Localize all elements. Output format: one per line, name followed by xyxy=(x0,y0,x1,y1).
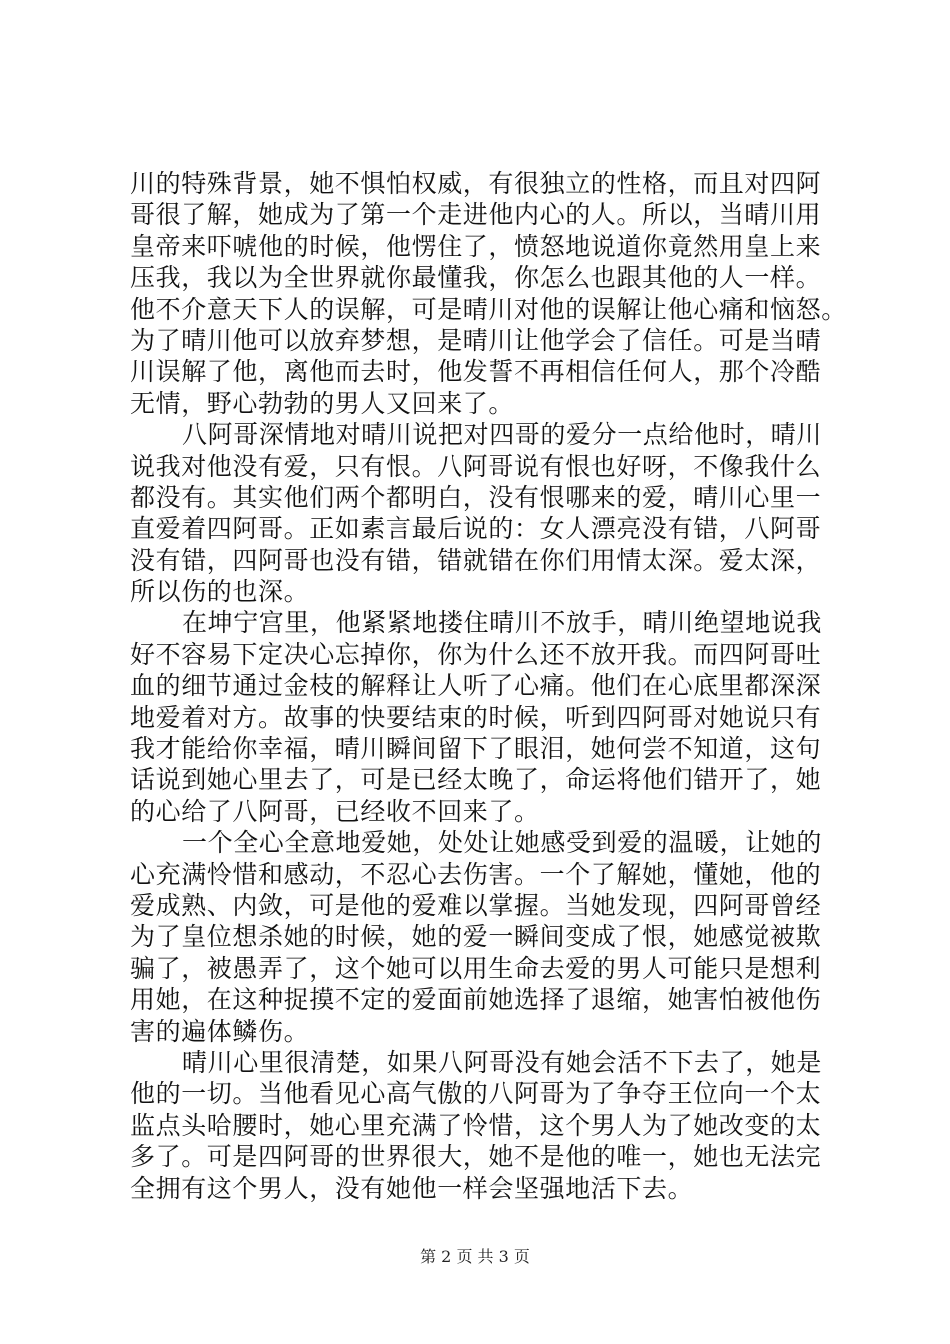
text-line: 骗了，被愚弄了，这个她可以用生命去爱的男人可能只是想利 xyxy=(130,953,822,983)
text-line: 害的遍体鳞伤。 xyxy=(130,1016,310,1046)
text-line: 心充满怜惜和感动，不忍心去伤害。一个了解她，懂她，他的 xyxy=(130,859,822,889)
text-line: 说我对他没有爱，只有恨。八阿哥说有恨也好呀，不像我什么 xyxy=(130,451,822,481)
text-line: 全拥有这个男人，没有她他一样会坚强地活下去。 xyxy=(130,1173,694,1203)
paragraph xyxy=(130,607,830,827)
text-line: 压我，我以为全世界就你最懂我，你怎么也跟其他的人一样。 xyxy=(130,263,822,293)
text-line: 用她，在这种捉摸不定的爱面前她选择了退缩，她害怕被他伤 xyxy=(130,985,822,1015)
text-line: 川的特殊背景，她不惧怕权威，有很独立的性格，而且对四阿 xyxy=(130,169,822,198)
paragraph xyxy=(130,419,830,607)
text-line: 地爱着对方。故事的快要结束的时候，听到四阿哥对她说只有 xyxy=(130,702,822,732)
text-line: 多了。可是四阿哥的世界很大，她不是他的唯一，她也无法完 xyxy=(130,1142,822,1172)
text-line: 皇帝来吓唬他的时候，他愣住了，愤怒地说道你竟然用皇上来 xyxy=(130,231,822,261)
text-line: 哥很了解，她成为了第一个走进他内心的人。所以，当晴川用 xyxy=(130,200,822,230)
text-line: 话说到她心里去了，可是已经太晚了，命运将他们错开了，她 xyxy=(130,765,822,795)
text-line: 晴川心里很清楚，如果八阿哥没有她会活不下去了，她是 xyxy=(182,1047,823,1077)
text-line: 爱成熟、内敛，可是他的爱难以掌握。当她发现，四阿哥曾经 xyxy=(130,890,822,920)
paragraph xyxy=(130,168,847,419)
page-footer: 第 2 页 共 3 页 xyxy=(420,1247,530,1266)
text-line: 监点头哈腰时，她心里充满了怜惜，这个男人为了她改变的太 xyxy=(130,1110,822,1140)
text-line: 为了晴川他可以放弃梦想，是晴川让他学会了信任。可是当晴 xyxy=(130,325,822,355)
text-line: 八阿哥深情地对晴川说把对四哥的爱分一点给他时，晴川 xyxy=(182,420,823,450)
text-line: 没有错，四阿哥也没有错，错就错在你们用情太深。爱太深， xyxy=(130,545,822,575)
text-line: 的心给了八阿哥，已经收不回来了。 xyxy=(130,796,540,826)
text-line: 一个全心全意地爱她，处处让她感受到爱的温暖，让她的 xyxy=(182,828,823,858)
text-line: 他的一切。当他看见心高气傲的八阿哥为了争夺王位向一个太 xyxy=(130,1079,822,1109)
paragraph xyxy=(130,827,830,1047)
document-body xyxy=(130,168,847,1204)
text-line: 我才能给你幸福，晴川瞬间留下了眼泪，她何尝不知道，这句 xyxy=(130,734,822,764)
text-line: 血的细节通过金枝的解释让人听了心痛。他们在心底里都深深 xyxy=(130,671,822,701)
text-line: 无情，野心勃勃的男人又回来了。 xyxy=(130,388,515,418)
text-line: 好不容易下定决心忘掉你，你为什么还不放开我。而四阿哥吐 xyxy=(130,639,822,669)
paragraph xyxy=(130,1047,830,1204)
text-line: 川误解了他，离他而去时，他发誓不再相信任何人，那个冷酷 xyxy=(130,357,822,387)
text-line: 在坤宁宫里，他紧紧地搂住晴川不放手，晴川绝望地说我 xyxy=(182,608,823,638)
text-line: 为了皇位想杀她的时候，她的爱一瞬间变成了恨，她感觉被欺 xyxy=(130,922,822,952)
text-line: 都没有。其实他们两个都明白，没有恨哪来的爱，晴川心里一 xyxy=(130,482,822,512)
text-line: 他不介意天下人的误解，可是晴川对他的误解让他心痛和恼怒。 xyxy=(130,294,847,324)
text-line: 直爱着四阿哥。正如素言最后说的：女人漂亮没有错，八阿哥 xyxy=(130,514,822,544)
text-line: 所以伤的也深。 xyxy=(130,577,310,607)
